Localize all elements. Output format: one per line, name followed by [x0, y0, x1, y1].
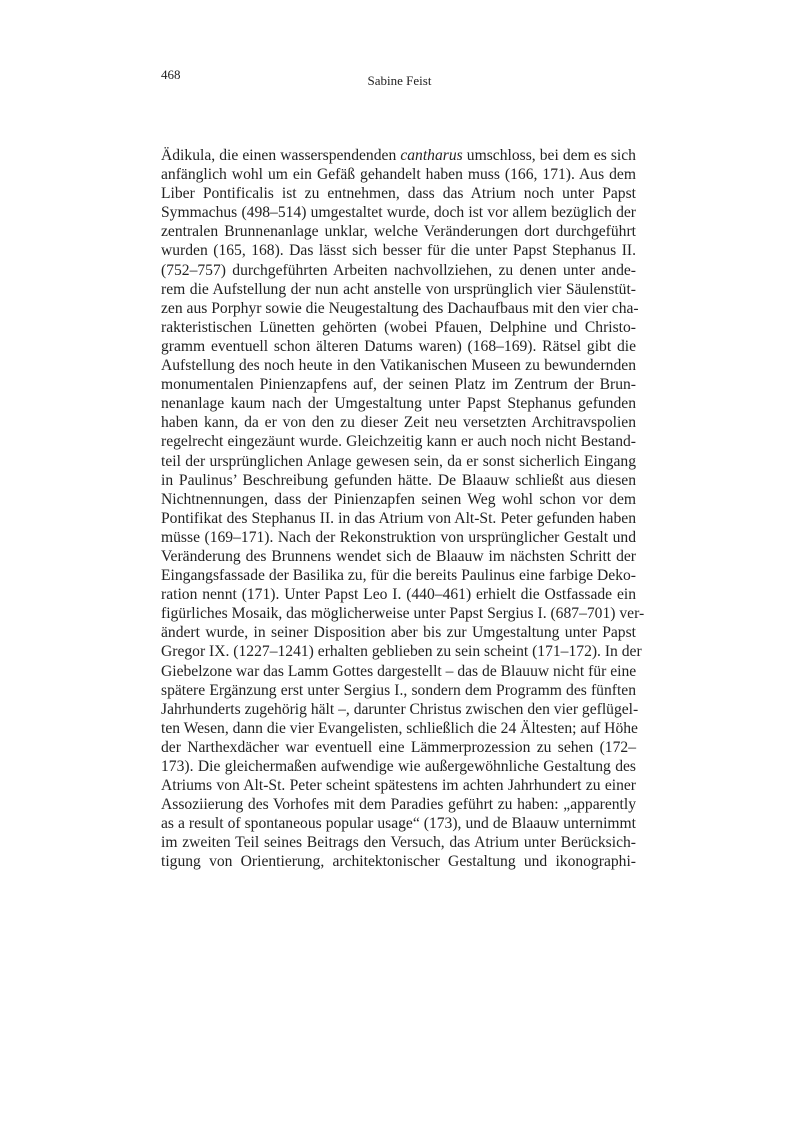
text-line: Eingangsfassade der Basilika zu, für die bereits Paulinus eine farbige Deko-: [161, 567, 636, 585]
text-line: spätere Ergänzung erst unter Sergius I., sondern dem Programm des fünften: [161, 681, 636, 699]
text-line: 173). Die gleichermaßen aufwendige wie außergewöhnliche Gestaltung des: [161, 758, 636, 775]
text-line: monumentalen Pinienzapfens auf, der seinen Platz im Zentrum der Brun-: [161, 376, 636, 394]
text-line: regelrecht eingezäunt wurde. Gleichzeitig kann er auch noch nicht Bestand-: [161, 433, 636, 451]
text-line: tigung von Orientierung, architektonischer Gestaltung und ikonographi-: [161, 853, 636, 871]
text-line: figürliches Mosaik, das möglicherweise unter Papst Sergius I. (687–701) ver-: [161, 605, 645, 623]
text-line: Nichtnennungen, dass der Pinienzapfen seinen Weg wohl schon vor dem: [161, 490, 636, 508]
text-line: haben kann, da er von den zu dieser Zeit neu versetzten Architravspolien: [161, 414, 636, 432]
text-line: Gregor IX. (1227–1241) erhalten geblieben zu sein scheint (171–172). In der: [161, 643, 642, 661]
text-segment: umschloss, bei dem es sich: [462, 147, 636, 164]
text-line: Veränderung des Brunnens wendet sich de Blaauw im nächsten Schritt der: [161, 547, 636, 565]
text-line: ändert wurde, in seiner Disposition aber bis zur Umgestaltung unter Papst: [161, 624, 636, 642]
running-head-author: Sabine Feist: [367, 73, 432, 88]
text-line: rakteristischen Lünetten gehörten (wobei Pfauen, Delphine und Christo-: [161, 318, 636, 336]
italic-term: cantharus: [400, 147, 463, 164]
text-line: rem die Aufstellung der nun acht anstelle von ursprünglich vier Säulenstüt-: [161, 280, 636, 298]
text-line: gramm eventuell schon älteren Datums waren) (168–169). Rätsel gibt die: [161, 337, 636, 355]
text-line: ration nennt (171). Unter Papst Leo I. (440–461) erhielt die Ostfassade ein: [161, 586, 636, 604]
text-line: wurden (165, 168). Das lässt sich besser für die unter Papst Stephanus II.: [161, 242, 636, 260]
text-line: Jahrhunderts zugehörig hält –, darunter Christus zwischen den vier geflügel-: [161, 700, 639, 718]
text-line: as a result of spontaneous popular usage“ (173), und de Blaauw unternimmt: [161, 815, 636, 833]
text-line: müsse (169–171). Nach der Rekonstruktion von ursprünglicher Gestalt und: [161, 528, 636, 546]
body-text: [161, 146, 645, 872]
text-line: Giebelzone war das Lamm Gottes dargestellt – das de Blauuw nicht für eine: [161, 662, 637, 680]
text-line: Liber Pontificalis ist zu entnehmen, dass das Atrium noch unter Papst: [161, 185, 636, 203]
text-line: Pontifikat des Stephanus II. in das Atrium von Alt-St. Peter gefunden haben: [161, 509, 636, 527]
text-line: zentralen Brunnenanlage unklar, welche Veränderungen dort durchgeführt: [161, 223, 636, 241]
text-line: (752–757) durchgeführten Arbeiten nachvollziehen, zu denen unter ande-: [161, 261, 636, 279]
text-line: anfänglich wohl um ein Gefäß gehandelt haben muss (166, 171). Aus dem: [161, 166, 636, 184]
text-line: der Narthexdächer war eventuell eine Lämmerprozession zu sehen (172–: [161, 738, 636, 756]
page-number: 468: [161, 67, 181, 82]
text-line: Aufstellung des noch heute in den Vatikanischen Museen zu bewundernden: [161, 357, 636, 375]
text-line: ten Wesen, dann die vier Evangelisten, schließlich die 24 Ältesten; auf Höhe: [161, 719, 638, 737]
text-line: Symmachus (498–514) umgestaltet wurde, doch ist vor allem bezüglich der: [161, 204, 636, 222]
text-line: im zweiten Teil seines Beitrags den Versuch, das Atrium unter Berücksich-: [161, 834, 636, 852]
text-segment: Ädikula, die einen wasserspendenden: [161, 147, 401, 164]
text-line: teil der ursprünglichen Anlage gewesen sein, da er sonst sicherlich Eingang: [161, 452, 636, 470]
text-line: [161, 146, 636, 165]
text-line: in Paulinus’ Beschreibung gefunden hätte. De Blaauw schließt aus diesen: [161, 471, 636, 489]
text-line: zen aus Porphyr sowie die Neugestaltung des Dachaufbaus mit den vier cha-: [161, 299, 639, 317]
text-line: nenanlage kaum nach der Umgestaltung unter Papst Stephanus gefunden: [161, 395, 636, 413]
text-line: Assoziierung des Vorhofes mit dem Paradies geführt zu haben: „apparently: [161, 796, 636, 814]
text-line: Atriums von Alt-St. Peter scheint spätestens im achten Jahrhundert zu einer: [161, 777, 636, 795]
